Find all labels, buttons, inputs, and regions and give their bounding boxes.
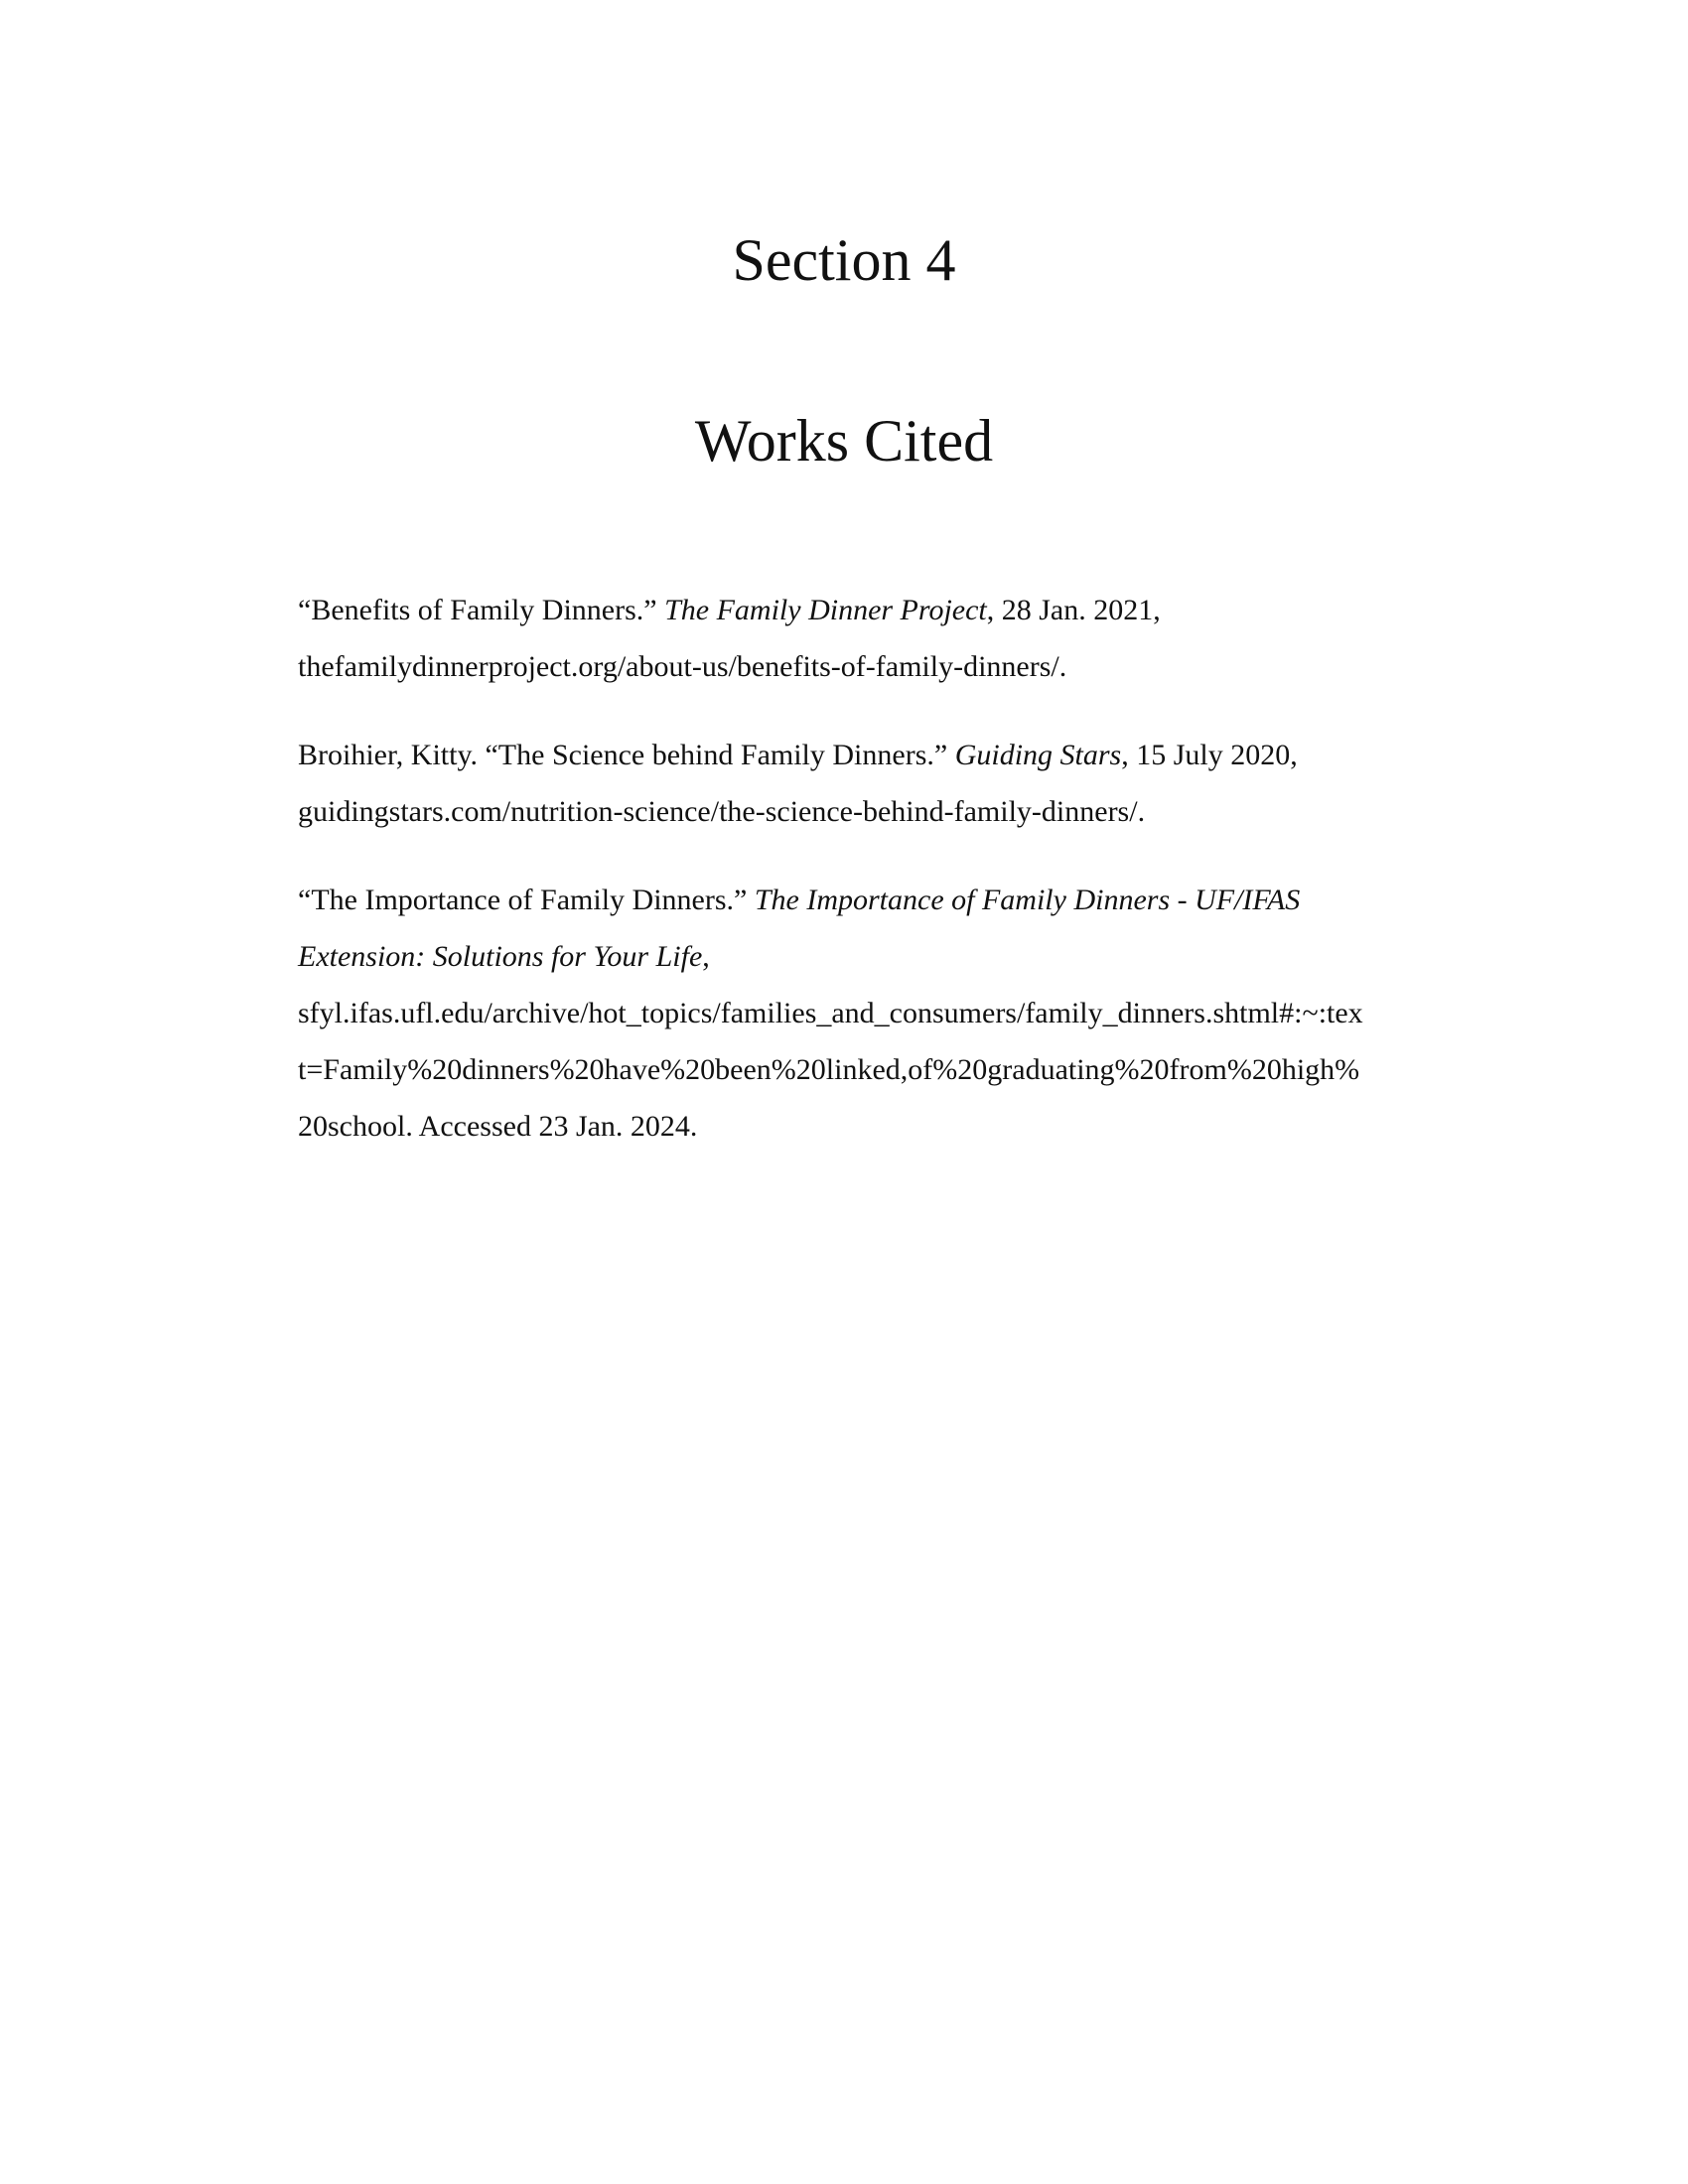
citation-url: t=Family%20dinners%20have%20been%20linked,of%20graduating%20from%20high%: [298, 1053, 1360, 1086]
citation-line: [298, 1041, 1487, 1098]
citation-line: [298, 985, 1487, 1041]
citation-line: [298, 783, 1487, 840]
citation-guiding-stars: [298, 727, 1487, 840]
citation-line: [298, 638, 1487, 695]
citation-text: Broihier, Kitty. “The Science behind Family Dinners.”: [298, 739, 955, 771]
citation-line: [298, 727, 1487, 783]
citation-url: guidingstars.com/nutrition-science/the-science-behind-family-dinners/.: [298, 795, 1146, 828]
citation-text: , 28 Jan. 2021,: [986, 594, 1161, 626]
works-cited-heading: Works Cited: [694, 408, 994, 474]
citation-source-title: The Family Dinner Project: [664, 594, 987, 626]
citation-text: “The Importance of Family Dinners.”: [298, 884, 755, 916]
citation-uf-ifas: [298, 872, 1487, 1155]
citation-family-dinner-project: [298, 582, 1487, 695]
section-heading: Section 4: [732, 227, 956, 293]
citation-line: [298, 928, 1487, 985]
citation-text: ,: [702, 940, 710, 973]
citation-text: 20school. Accessed 23 Jan. 2024.: [298, 1110, 698, 1143]
citation-url: thefamilydinnerproject.org/about-us/benefits-of-family-dinners/.: [298, 650, 1067, 683]
citation-url: sfyl.ifas.ufl.edu/archive/hot_topics/families_and_consumers/family_dinners.shtml#:~:tex: [298, 997, 1363, 1029]
citation-text: “Benefits of Family Dinners.”: [298, 594, 665, 626]
citation-line: [298, 872, 1487, 928]
citation-source-title: The Importance of Family Dinners - UF/IFAS: [754, 884, 1301, 916]
citation-line: [298, 582, 1487, 638]
citation-text: , 15 July 2020,: [1121, 739, 1298, 771]
citation-source-title: Extension: Solutions for Your Life: [298, 940, 703, 973]
citation-line: [298, 1098, 1487, 1155]
citation-list: [298, 582, 1487, 1186]
citation-source-title: Guiding Stars: [954, 739, 1122, 771]
